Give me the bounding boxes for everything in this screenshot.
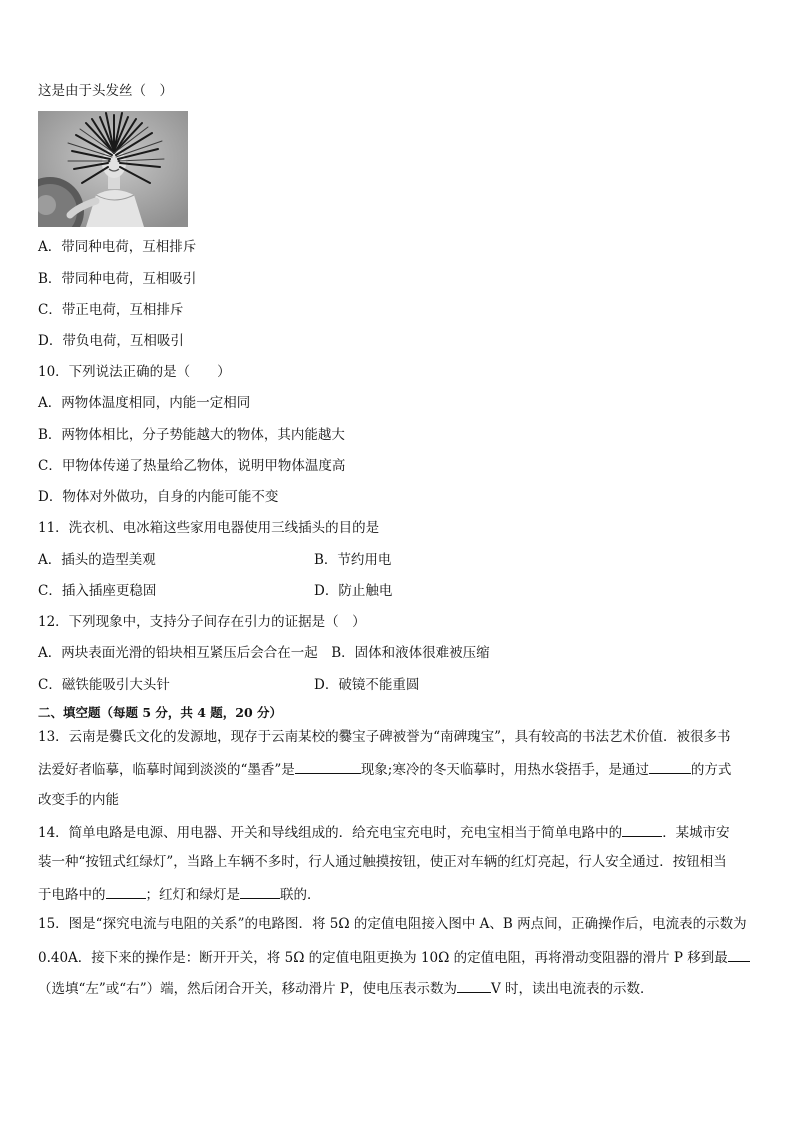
q11-option-b: B．节约用电 bbox=[314, 552, 392, 568]
q10-option-c: C．甲物体传递了热量给乙物体，说明甲物体温度高 bbox=[38, 458, 346, 474]
q11-option-d: D．防止触电 bbox=[314, 583, 393, 599]
q9-option-a: A．带同种电荷，互相排斥 bbox=[38, 239, 197, 255]
q11-option-c: C．插入插座更稳固 bbox=[38, 583, 157, 599]
q14-line1 bbox=[38, 822, 730, 842]
q12-option-a-b: A．两块表面光滑的铅块相互紧压后会合在一起 B．固体和液体很难被压缩 bbox=[38, 645, 490, 661]
q13-blank-2[interactable] bbox=[649, 759, 691, 774]
q14-blank-1[interactable] bbox=[622, 822, 662, 837]
q14-blank-3[interactable] bbox=[240, 884, 280, 899]
q13-line2 bbox=[38, 759, 731, 779]
q13-text-a: 法爱好者临摹，临摹时闻到淡淡的“墨香”是 bbox=[38, 762, 295, 778]
q15-text-a: 0.40A．接下来的操作是：断开开关，将 5Ω 的定值电阻更换为 10Ω 的定值电阻，再将滑动变阻器的滑片 P 移到最 bbox=[38, 950, 728, 966]
q15-line1: 15．图是“探究电流与电阻的关系”的电路图．将 5Ω 的定值电阻接入图中 A、B 两点间，正确操作后，电流表的示数为 bbox=[38, 916, 747, 932]
static-hair-photo bbox=[38, 111, 188, 227]
q15-text-b: （选填“左”或“右”）端，然后闭合开关，移动滑片 P，使电压表示数为 bbox=[38, 981, 457, 997]
q12-stem: 12．下列现象中，支持分子间存在引力的证据是（ ） bbox=[38, 614, 366, 630]
q12-option-d: D．破镜不能重圆 bbox=[314, 677, 420, 693]
q13-text-b: 现象;寒冷的冬天临摹时，用热水袋捂手，是通过 bbox=[360, 762, 649, 778]
q11-stem: 11．洗衣机、电冰箱这些家用电器使用三线插头的目的是 bbox=[38, 520, 380, 536]
q9-option-d: D．带负电荷，互相吸引 bbox=[38, 333, 184, 349]
q14-text-b: ．某城市安 bbox=[662, 825, 730, 841]
q15-blank-2[interactable] bbox=[457, 978, 491, 993]
q10-option-a: A．两物体温度相同，内能一定相同 bbox=[38, 395, 251, 411]
q11-option-a: A．插头的造型美观 bbox=[38, 552, 156, 568]
q10-option-b: B．两物体相比，分子势能越大的物体，其内能越大 bbox=[38, 427, 345, 443]
q9-stem: 这是由于头发丝（ ） bbox=[38, 83, 173, 99]
q14-blank-2[interactable] bbox=[106, 884, 146, 899]
q13-line3: 改变手的内能 bbox=[38, 792, 119, 808]
q14-text-d: ；红灯和绿灯是 bbox=[145, 887, 240, 903]
q13-blank-1[interactable] bbox=[295, 759, 361, 774]
section-title: 二、填空题（每题 5 分，共 4 题，20 分） bbox=[38, 705, 283, 720]
q15-text-c: V 时，读出电流表的示数． bbox=[490, 981, 654, 997]
q15-line3 bbox=[38, 978, 654, 998]
q13-line1: 13．云南是爨氏文化的发源地，现存于云南某校的爨宝子碑被誉为“南碑瑰宝”，具有较高的书法艺术价值．被很多书 bbox=[38, 729, 731, 745]
q15-blank-1[interactable] bbox=[728, 947, 750, 962]
q13-text-c: 的方式 bbox=[690, 762, 732, 778]
q9-option-c: C．带正电荷，互相排斥 bbox=[38, 302, 184, 318]
q15-line2 bbox=[38, 947, 750, 967]
q14-line3 bbox=[38, 884, 321, 904]
q14-text-e: 联的． bbox=[280, 887, 321, 903]
q12-option-c: C．磁铁能吸引大头针 bbox=[38, 677, 170, 693]
q10-stem: 10．下列说法正确的是（ ） bbox=[38, 364, 231, 380]
q14-line2: 装一种“按钮式红绿灯”，当路上车辆不多时，行人通过触摸按钮，使正对车辆的红灯亮起，行人安全通过．按钮相当 bbox=[38, 854, 727, 870]
q14-text-c: 于电路中的 bbox=[38, 887, 106, 903]
q10-option-d: D．物体对外做功，自身的内能可能不变 bbox=[38, 489, 279, 505]
q14-text-a: 14．简单电路是电源、用电器、开关和导线组成的．给充电宝充电时，充电宝相当于简单电路中的 bbox=[38, 825, 623, 841]
q9-option-b: B．带同种电荷，互相吸引 bbox=[38, 271, 197, 287]
